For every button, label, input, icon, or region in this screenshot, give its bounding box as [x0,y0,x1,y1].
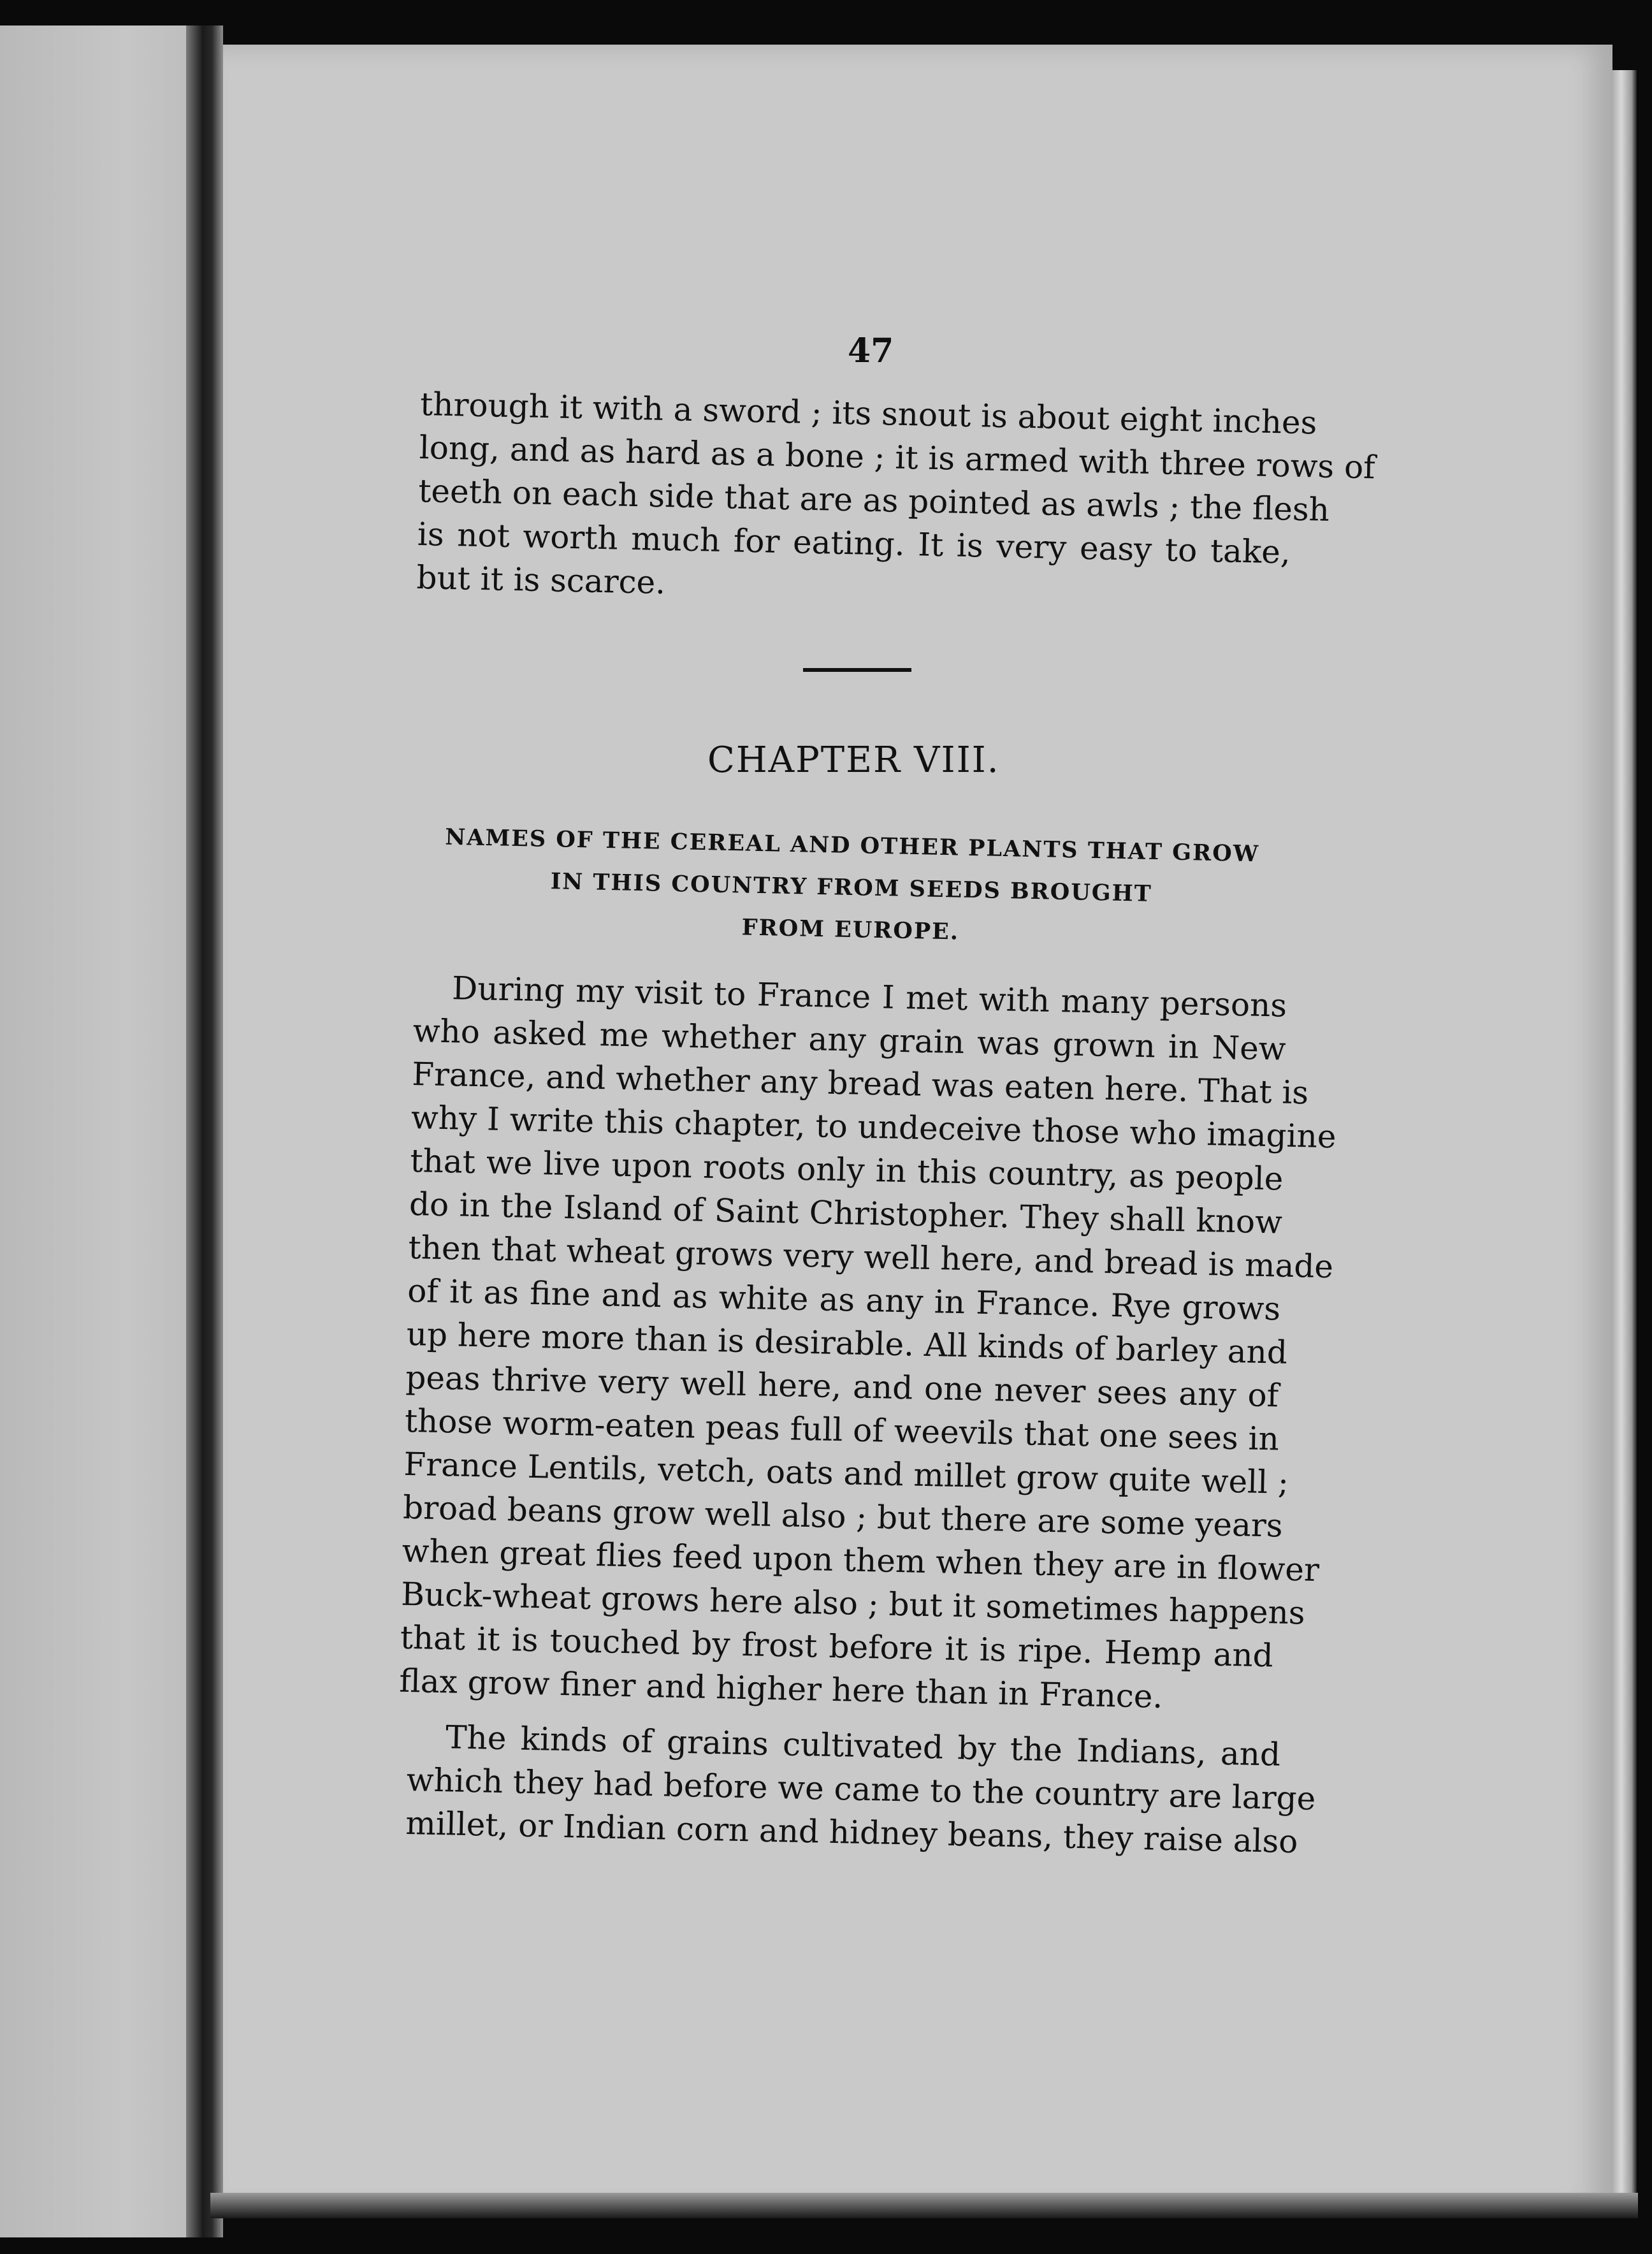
text-line: of it as fine and as white as any in France. Rye grows [407,1272,1281,1328]
text-line: which they had before we came to the country are large [406,1761,1316,1817]
text-line: peas thrive very well here, and one never sees any of [405,1358,1279,1414]
subtitle-line: NAMES OF THE CEREAL AND OTHER PLANTS THAT GROW [444,824,1260,868]
book-gutter [186,25,223,2237]
text-line: through it with a sword ; its snout is about eight inches [419,385,1317,442]
text-line: teeth on each side that are as pointed as awls ; the flesh [417,472,1330,528]
text-line: The kinds of grains cultivated by the Indians, and [445,1719,1281,1773]
subtitle-line: IN THIS COUNTRY FROM SEEDS BROUGHT [550,868,1153,907]
chapter-title: CHAPTER VIII. [707,739,1000,781]
page-number: 47 [848,331,894,370]
text-line: During my visit to France I met with many persons [451,970,1287,1024]
text-line: that we live upon roots only in this country, as people [409,1142,1284,1198]
bottom-shadow [210,2193,1638,2218]
text-line: France Lentils, vetch, oats and millet grow quite well ; [403,1445,1289,1501]
continuation-text [416,382,1376,618]
text-line: why I write this chapter, to undeceive those who imagine [410,1098,1337,1156]
text-line: but it is scarce. [416,558,666,602]
text-line: long, and as hard as a bone ; it is armed with three rows of [419,428,1376,486]
text-line: when great flies feed upon them when they are in flower [402,1532,1320,1589]
text-line: those worm-eaten peas full of weevils that one sees in [404,1402,1280,1458]
right-page-edge [1611,70,1637,2193]
text-line: then that wheat grows very well here, and bread is made [408,1228,1334,1286]
paragraph-1 [398,966,1337,1720]
text-line: Buck-wheat grows here also ; but it sometimes happens [400,1575,1306,1632]
text-line: do in the Island of Saint Christopher. They shall know [409,1185,1283,1241]
paragraph-2 [405,1715,1316,1863]
section-divider [803,668,911,672]
text-line: broad beans grow well also ; but there are some years [402,1488,1284,1545]
text-line: that it is touched by frost before it is ripe. Hemp and [400,1618,1274,1675]
left-page-edge [0,25,210,2237]
chapter-subtitle [423,816,1280,960]
text-line: up here more than is desirable. All kinds of barley and [406,1315,1288,1371]
text-line: flax grow finer and higher here than in France. [398,1662,1164,1715]
subtitle-line: FROM EUROPE. [741,914,960,945]
text-line: millet, or Indian corn and hidney beans, they raise also [405,1804,1298,1861]
text-line: France, and whether any bread was eaten here. That is [411,1055,1309,1112]
text-line: is not worth much for eating. It is very easy to take, [417,515,1291,571]
text-line: who asked me whether any grain was grown in New [412,1012,1287,1068]
